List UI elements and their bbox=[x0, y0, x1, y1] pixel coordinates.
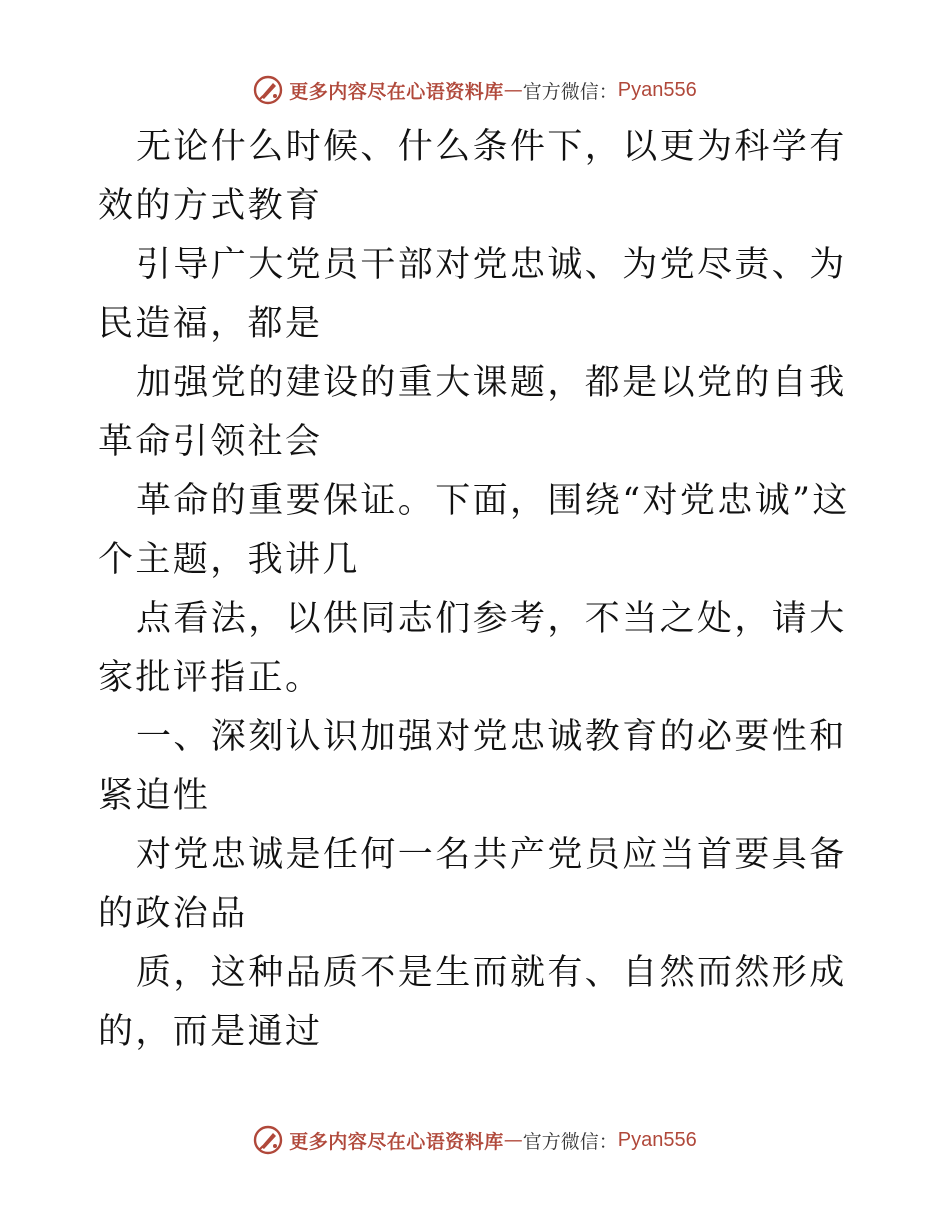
footer-banner bbox=[0, 1120, 950, 1160]
body-paragraph: 质，这种品质不是生而就有、自然而然形成的，而是通过 bbox=[98, 953, 847, 1052]
body-paragraph: 无论什么时候、什么条件下，以更为科学有效的方式教育 bbox=[98, 127, 847, 226]
quill-pen-logo-icon bbox=[253, 1125, 283, 1155]
footer-official-label: 官方微信： bbox=[522, 1130, 618, 1153]
header-wechat-id: Pyan556 bbox=[617, 78, 697, 101]
footer-wechat-id: Pyan556 bbox=[617, 1128, 697, 1151]
body-paragraph: 加强党的建设的重大课题，都是以党的自我革命引领社会 bbox=[98, 363, 847, 462]
header-official-label: 官方微信： bbox=[522, 80, 618, 103]
header-separator: — bbox=[503, 79, 523, 101]
body-paragraph: 对党忠诚是任何一名共产党员应当首要具备的政治品 bbox=[98, 835, 847, 934]
body-paragraph: 点看法，以供同志们参考，不当之处，请大家批评指正。 bbox=[98, 599, 847, 698]
quill-pen-logo-icon bbox=[253, 75, 283, 105]
body-paragraph: 引导广大党员干部对党忠诚、为党尽责、为民造福，都是 bbox=[98, 245, 847, 344]
header-brand-text: 更多内容尽在心语资料库 bbox=[289, 80, 504, 103]
document-body bbox=[98, 118, 858, 1062]
section-heading: 一、深刻认识加强对党忠诚教育的必要性和紧迫性 bbox=[98, 717, 847, 816]
header-banner bbox=[0, 70, 950, 110]
body-paragraph: 革命的重要保证。下面，围绕“对党忠诚”这个主题，我讲几 bbox=[98, 481, 850, 580]
footer-separator: — bbox=[503, 1129, 523, 1151]
footer-brand-text: 更多内容尽在心语资料库 bbox=[289, 1130, 504, 1153]
